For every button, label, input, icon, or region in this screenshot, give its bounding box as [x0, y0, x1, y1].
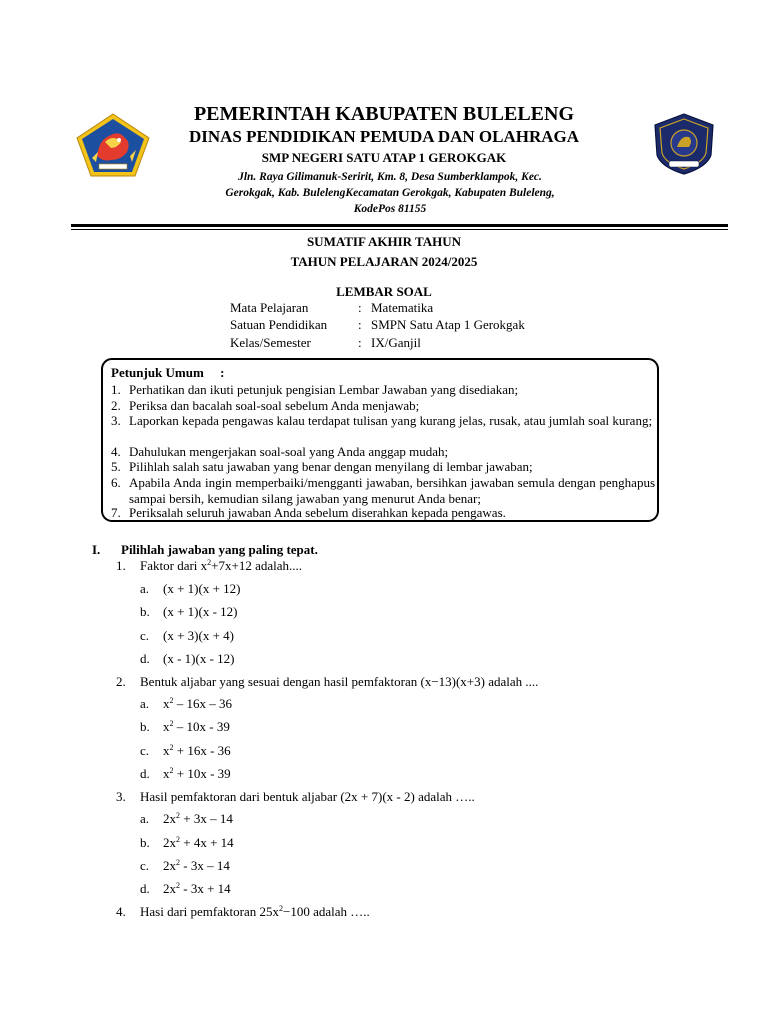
- instruction-number: 5.: [111, 459, 121, 474]
- academic-year: TAHUN PELAJARAN 2024/2025: [290, 254, 478, 269]
- info-value: Matematika: [371, 300, 434, 315]
- option-text: (x - 1)(x - 12): [163, 651, 235, 666]
- sheet-title: LEMBAR SOAL: [336, 284, 432, 299]
- section-title: Pilihlah jawaban yang paling tepat.: [121, 542, 318, 557]
- instruction-number: 6.: [111, 475, 121, 490]
- instruction-text: Dahulukan mengerjakan soal-soal yang Anda anggap mudah;: [129, 444, 449, 459]
- option-text: (x + 1)(x - 12): [163, 604, 238, 619]
- school-address: [160, 169, 620, 217]
- section-number: I.: [92, 542, 101, 557]
- option-label: a.: [140, 696, 150, 711]
- instruction-text: Apabila Anda ingin memperbaiki/mengganti jawaban, bersihkan jawaban semula dengan penghapus sampai bersih, kemudian silang jawaban yang menurut Anda benar;: [129, 475, 655, 506]
- address-line-2: Gerokgak, Kab. BulelengKecamatan Gerokgak, Kabupaten Buleleng,: [225, 187, 555, 199]
- instruction-text: Perhatikan dan ikuti petunjuk pengisian Lembar Jawaban yang disediakan;: [129, 382, 519, 397]
- header-divider-thin: [71, 229, 728, 230]
- question-text: Hasil pemfaktoran dari bentuk aljabar (2x + 7)(x - 2) adalah …..: [140, 789, 475, 804]
- option-label: b.: [140, 604, 150, 619]
- question-number: 4.: [116, 904, 126, 919]
- option-text: $x^2 + 16x - 36$: [163, 743, 231, 758]
- info-colon: :: [358, 300, 362, 315]
- option-text: (x + 3)(x + 4): [163, 628, 234, 643]
- question-number: 3.: [116, 789, 126, 804]
- question-number: 2.: [116, 674, 126, 689]
- instruction-text: Periksalah seluruh jawaban Anda sebelum diserahkan kepada pengawas.: [129, 505, 506, 520]
- instruction-text: Laporkan kepada pengawas kalau terdapat tulisan yang kurang jelas, rusak, atau jumlah soal kurang;: [129, 413, 653, 428]
- header-divider-thick: [71, 224, 728, 227]
- option-label: d.: [140, 881, 150, 896]
- info-label: Kelas/Semester: [230, 335, 311, 350]
- instruction-number: 1.: [111, 382, 121, 397]
- option-label: a.: [140, 581, 150, 596]
- instruction-number: 4.: [111, 444, 121, 459]
- question-number: 1.: [116, 558, 126, 573]
- info-value: SMPN Satu Atap 1 Gerokgak: [371, 317, 525, 332]
- option-text: $x^2 + 10x - 39$: [163, 766, 231, 781]
- option-text: (x + 1)(x + 12): [163, 581, 241, 596]
- instruction-number: 2.: [111, 398, 121, 413]
- address-line-3: KodePos 81155: [353, 203, 427, 215]
- instruction-number: 7.: [111, 505, 121, 520]
- option-label: d.: [140, 651, 150, 666]
- info-label: Satuan Pendidikan: [230, 317, 328, 332]
- option-label: d.: [140, 766, 150, 781]
- instruction-number: 3.: [111, 413, 121, 428]
- info-colon: :: [358, 317, 362, 332]
- info-label: Mata Pelajaran: [230, 300, 309, 315]
- question-text: Faktor dari $x^2+7x+12$ adalah....: [140, 558, 302, 573]
- question-text: Bentuk aljabar yang sesuai dengan hasil pemfaktoran (x−13)(x+3) adalah ....: [140, 674, 539, 689]
- option-text: $2x^2 + 3x - 14$: [163, 811, 233, 826]
- government-title: PEMERINTAH KABUPATEN BULELENG: [193, 103, 575, 125]
- option-text: $2x^2 + 4x + 14$: [163, 835, 234, 850]
- option-label: c.: [140, 743, 150, 758]
- info-value: IX/Ganjil: [371, 335, 421, 350]
- address-line-1: Jln. Raya Gilimanuk-Seririt, Km. 8, Desa Sumberklampok, Kec.: [238, 171, 542, 183]
- instruction-text: Periksa dan bacalah soal-soal sebelum Anda menjawab;: [129, 398, 420, 413]
- info-colon: :: [358, 335, 362, 350]
- instruction-text: Pilihlah salah satu jawaban yang benar dengan menyilang di lembar jawaban;: [129, 459, 533, 474]
- option-text: $2x^2 - 3x - 14$: [163, 858, 230, 873]
- department-title: DINAS PENDIDIKAN PEMUDA DAN OLAHRAGA: [188, 127, 580, 146]
- exam-title: SUMATIF AKHIR TAHUN: [306, 234, 462, 249]
- question-text: Hasi dari pemfaktoran $25x^2-100$ adalah …..: [140, 904, 370, 919]
- option-text: $x^2 - 10x - 39$: [163, 719, 230, 734]
- option-label: a.: [140, 811, 150, 826]
- option-label: b.: [140, 835, 150, 850]
- option-text: $x^2 - 16x - 36$: [163, 696, 232, 711]
- option-label: c.: [140, 858, 150, 873]
- instructions-title: Petunjuk Umum :: [111, 365, 225, 380]
- option-label: c.: [140, 628, 150, 643]
- option-text: $2x^2 - 3x + 14$: [163, 881, 231, 896]
- option-label: b.: [140, 719, 150, 734]
- school-name: SMP NEGERI SATU ATAP 1 GEROKGAK: [261, 150, 507, 165]
